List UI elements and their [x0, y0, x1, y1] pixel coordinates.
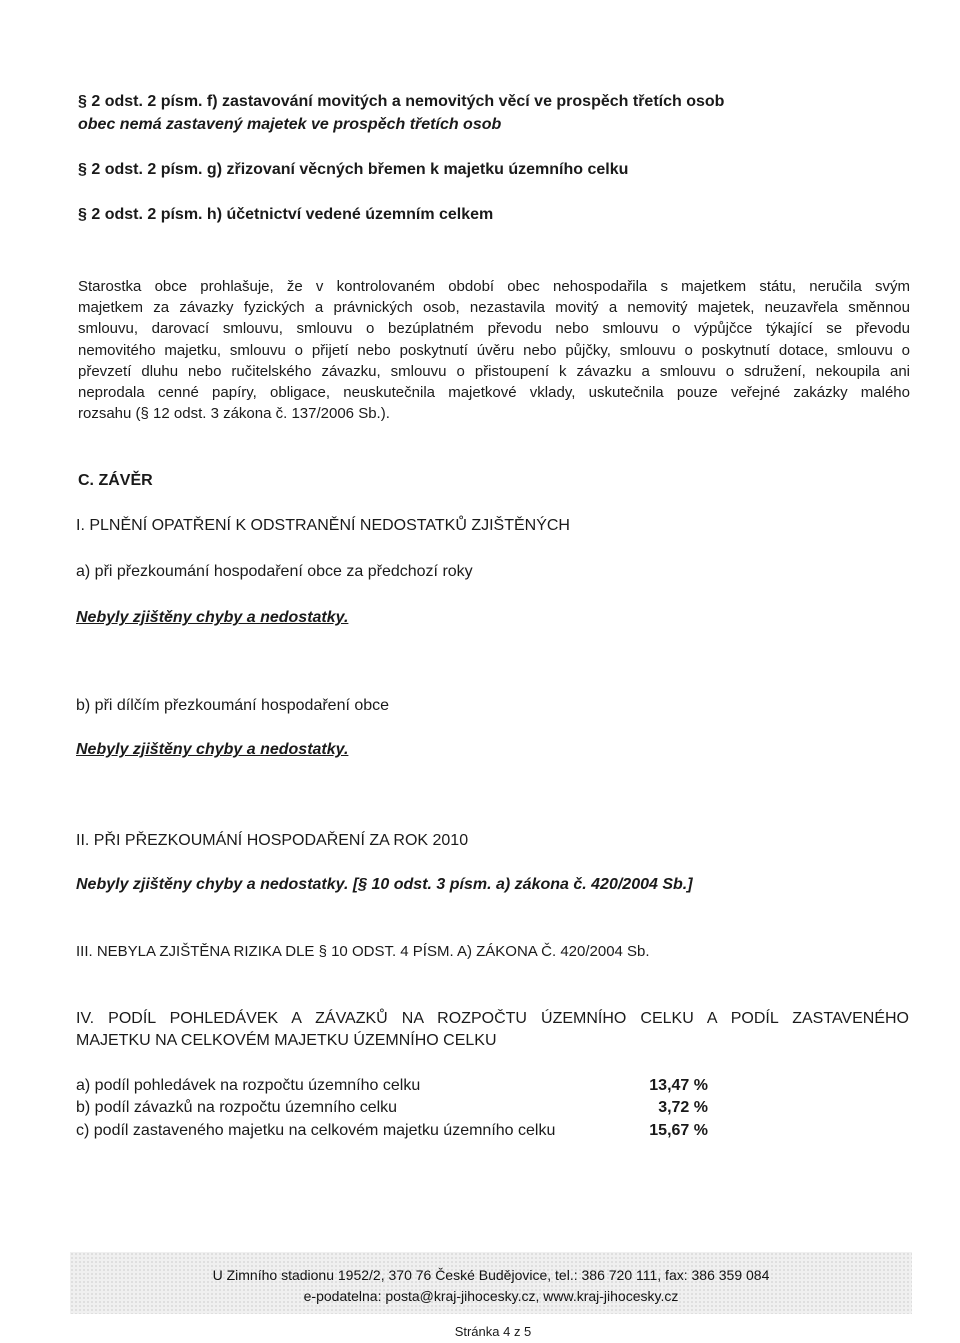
mayor-statement: [78, 276, 910, 424]
page-number: Stránka 4 z 5: [454, 1324, 532, 1339]
footer-address: U Zimního stadionu 1952/2, 370 76 České Budějovice, tel.: 386 720 111, fax: 386 359 084: [212, 1267, 770, 1283]
part1-b-result: Nebyly zjištěny chyby a nedostatky.: [76, 741, 349, 758]
share-b-value: 3,72 %: [658, 1099, 708, 1116]
section-f-heading: § 2 odst. 2 písm. f) zastavování movitých a nemovitých věcí ve prospěch třetích osob: [78, 93, 725, 110]
conclusion-title: C. ZÁVĚR: [78, 472, 153, 489]
share-c-label: c) podíl zastaveného majetku na celkovém majetku územního celku: [76, 1122, 556, 1139]
statement-line: nemovitého majetku, smlouvu o přijetí nebo poskytnutí úvěru nebo půjčky, smlouvu o poskytnutí dotace, smlouvu o: [78, 341, 910, 359]
footer-box: [70, 1252, 912, 1314]
share-a-value: 13,47 %: [649, 1077, 708, 1094]
statement-line: smlouvu, darovací smlouvu, smlouvu o bezúplatném převodu nebo smlouvu o výpůjčce týkající se převodu: [78, 320, 910, 338]
part1-a-result: Nebyly zjištěny chyby a nedostatky.: [76, 609, 349, 626]
statement-line: neprodala cenné papíry, obligace, neuskutečnila majetkové vklady, uskutečnila pouze veřejné zakázky malého: [78, 384, 910, 402]
section-g-heading: § 2 odst. 2 písm. g) zřizovaní věcných břemen k majetku územního celku: [78, 161, 629, 178]
share-a-label: a) podíl pohledávek na rozpočtu územního celku: [76, 1077, 421, 1094]
part4-title-line2: MAJETKU NA CELKOVÉM MAJETKU ÚZEMNÍHO CELKU: [76, 1032, 497, 1049]
statement-line: Starostka obce prohlašuje, že v kontrolovaném období obec nehospodařila s majetkem státu, neručila svým: [78, 278, 910, 295]
share-c-value: 15,67 %: [649, 1122, 708, 1139]
part4-title-line1: IV. PODÍL POHLEDÁVEK A ZÁVAZKŮ NA ROZPOČTU ÚZEMNÍHO CELKU A PODÍL ZASTAVENÉHO: [76, 1010, 909, 1027]
section-f-note: obec nemá zastavený majetek ve prospěch třetích osob: [78, 116, 502, 133]
footer-contact: e-podatelna: posta@kraj-jihocesky.cz, www.kraj-jihocesky.cz: [303, 1288, 679, 1304]
part1-a-label: a) při přezkoumání hospodaření obce za předchozí roky: [76, 563, 473, 580]
part2-title: II. PŘI PŘEZKOUMÁNÍ HOSPODAŘENÍ ZA ROK 2010: [76, 832, 469, 849]
part1-b-label: b) při dílčím přezkoumání hospodaření obce: [76, 697, 390, 714]
section-h-heading: § 2 odst. 2 písm. h) účetnictví vedené územním celkem: [78, 206, 494, 223]
part3-title: III. NEBYLA ZJIŠTĚNA RIZIKA DLE § 10 ODST. 4 PÍSM. A) ZÁKONA Č. 420/2004 Sb.: [76, 943, 650, 960]
statement-line: rozsahu (§ 12 odst. 3 zákona č. 137/2006 Sb.).: [78, 405, 390, 423]
part1-title: I. PLNĚNÍ OPATŘENÍ K ODSTRANĚNÍ NEDOSTATKŮ ZJIŠTĚNÝCH: [76, 517, 570, 534]
statement-line: majetkem za závazky fyzických a právnických osob, nezastavila movitý a nemovitý majetek, neuzavřela směnnou: [78, 299, 910, 317]
share-b-label: b) podíl závazků na rozpočtu územního celku: [76, 1099, 398, 1116]
statement-line: převzetí dluhu nebo ručitelského závazku, smlouvu o přistoupení k závazku a smlouvu o sdružení, nekoupila ani: [78, 362, 910, 380]
part2-result: Nebyly zjištěny chyby a nedostatky. [§ 10 odst. 3 písm. a) zákona č. 420/2004 Sb.]: [76, 876, 693, 893]
